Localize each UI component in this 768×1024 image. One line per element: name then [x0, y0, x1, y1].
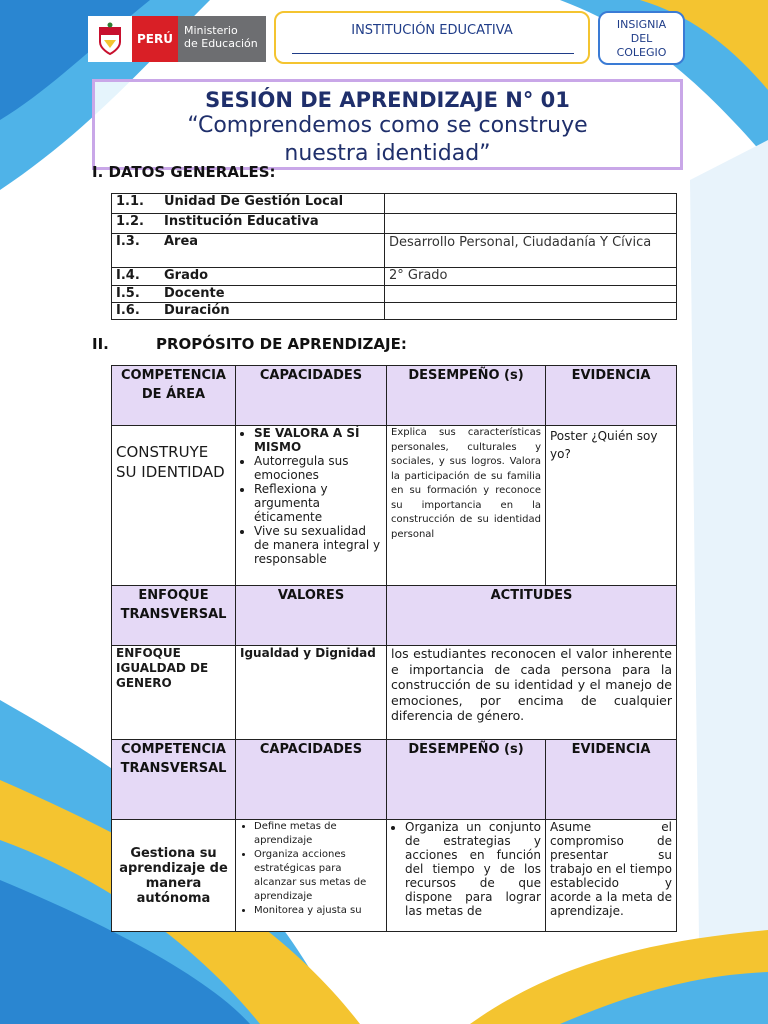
header-capacidades-transversal: CAPACIDADES: [236, 740, 387, 820]
datos-num: I.3.: [116, 234, 140, 249]
datos-num: 1.2.: [116, 214, 144, 229]
session-title-box: [92, 79, 683, 170]
competencia-transversal-cell: Gestiona su aprendizaje de manera autónoma: [112, 820, 236, 932]
ministry-label: [178, 16, 266, 62]
datos-label: [112, 234, 385, 268]
header-enfoque: ENFOQUE TRANSVERSAL: [112, 586, 236, 646]
table-row: [112, 234, 677, 268]
datos-label: [112, 303, 385, 320]
datos-generales-table: [111, 193, 677, 320]
capacidad-item: • Reflexiona y argumenta éticamente: [254, 482, 382, 524]
capacidad-item: • Define metas de aprendizaje: [254, 820, 382, 848]
minedu-logo: [88, 16, 266, 62]
proposito-table: [111, 365, 677, 932]
capacidades-transversal-cell: [236, 820, 387, 932]
table-row: [112, 268, 677, 286]
session-subtitle-line-1: “Comprendemos como se construye: [187, 113, 588, 138]
capacidad-item: • SE VALORA A SÍ MISMO: [254, 426, 382, 454]
table-row: [112, 214, 677, 234]
datos-label-text: Institución Educativa: [164, 214, 319, 229]
datos-num: 1.1.: [116, 194, 144, 209]
evidencia-transversal-cell: Asume el compromiso de presentar su trabajo en el tiempo establecido y acorde a la meta de aprendizaje.: [546, 820, 677, 932]
header-valores: VALORES: [236, 586, 387, 646]
datos-value: [385, 286, 677, 303]
header-desempeno: DESEMPEÑO (s): [387, 366, 546, 426]
datos-value: 2° Grado: [385, 268, 677, 286]
insignia-line-1: INSIGNIA: [616, 18, 667, 31]
capacidad-item: • Organiza acciones estratégicas para alcanzar sus metas de aprendizaje: [254, 848, 382, 904]
header-competencia: COMPETENCIA DE ÁREA: [112, 366, 236, 426]
ministry-line-1: Ministerio: [184, 24, 238, 37]
header-evidencia-transversal: EVIDENCIA: [546, 740, 677, 820]
insignia-box: [598, 11, 685, 65]
section-heading-proposito: [92, 335, 407, 353]
datos-num: I.6.: [116, 303, 140, 318]
ministry-line-2: de Educación: [184, 37, 258, 50]
evidencia-cell: Poster ¿Quién soy yo?: [546, 426, 677, 586]
table-row: [112, 426, 677, 586]
datos-label-text: Docente: [164, 286, 225, 301]
enfoque-cell: ENFOQUE IGUALDAD DE GENERO: [112, 646, 236, 740]
datos-value: [385, 303, 677, 320]
datos-label: [112, 194, 385, 214]
institution-label: INSTITUCIÓN EDUCATIVA: [351, 23, 513, 38]
header-capacidades: CAPACIDADES: [236, 366, 387, 426]
datos-value: Desarrollo Personal, Ciudadanía Y Cívica: [385, 234, 677, 268]
actitudes-cell: los estudiantes reconocen el valor inherente e importancia de cada persona para la construcción de su identidad y el manejo de emociones, por encima de cualquier diferencia de género.: [387, 646, 677, 740]
datos-num: I.5.: [116, 286, 140, 301]
section-heading-datos: I. DATOS GENERALES:: [92, 163, 276, 181]
datos-label: [112, 214, 385, 234]
valores-cell: Igualdad y Dignidad: [236, 646, 387, 740]
datos-label-text: Duración: [164, 303, 230, 318]
header-desempeno-transversal: DESEMPEÑO (s): [387, 740, 546, 820]
datos-label-text: Grado: [164, 268, 209, 283]
table-row: [112, 194, 677, 214]
institution-box: [274, 11, 590, 64]
header-actitudes: ACTITUDES: [387, 586, 677, 646]
datos-num: I.4.: [116, 268, 140, 283]
table-row: [112, 820, 677, 932]
peru-label: PERÚ: [132, 16, 178, 62]
datos-label: [112, 286, 385, 303]
datos-label-text: Unidad De Gestión Local: [164, 194, 344, 209]
section-title: PROPÓSITO DE APRENDIZAJE:: [156, 335, 407, 353]
table-header-row: [112, 740, 677, 820]
competencia-area-cell: CONSTRUYE SU IDENTIDAD: [112, 426, 236, 586]
table-row: [112, 286, 677, 303]
table-header-row: [112, 586, 677, 646]
header-evidencia: EVIDENCIA: [546, 366, 677, 426]
table-row: [112, 646, 677, 740]
insignia-line-2: DEL: [630, 32, 653, 45]
datos-label-text: Area: [164, 234, 199, 249]
header-competencia-transversal: COMPETENCIA TRANSVERSAL: [112, 740, 236, 820]
table-header-row: [112, 366, 677, 426]
datos-value: [385, 194, 677, 214]
desempeno-item: • Organiza un conjunto de estrategias y acciones en función del tiempo y de los recursos de que dispone para lograr las metas de: [405, 820, 541, 918]
section-number: II.: [92, 335, 109, 353]
institution-name-line: [292, 53, 574, 54]
capacidad-item: • Vive su sexualidad de manera integral y responsable: [254, 524, 382, 566]
datos-value: [385, 214, 677, 234]
session-title: SESIÓN DE APRENDIZAJE N° 01: [205, 88, 570, 112]
table-row: [112, 303, 677, 320]
capacidad-item: • Monitorea y ajusta su: [254, 904, 382, 918]
peru-shield-icon: [88, 16, 132, 62]
desempeno-transversal-cell: [387, 820, 546, 932]
session-subtitle-line-2: nuestra identidad”: [284, 141, 491, 166]
desempeno-cell: Explica sus características personales, culturales y sociales, y sus logros. Valora la participación de su familia en su formación y reconoce su importancia en la construcción de su identidad personal: [387, 426, 546, 586]
insignia-line-3: COLEGIO: [616, 46, 667, 59]
datos-label: [112, 268, 385, 286]
capacidades-cell: [236, 426, 387, 586]
capacidad-item: • Autorregula sus emociones: [254, 454, 382, 482]
